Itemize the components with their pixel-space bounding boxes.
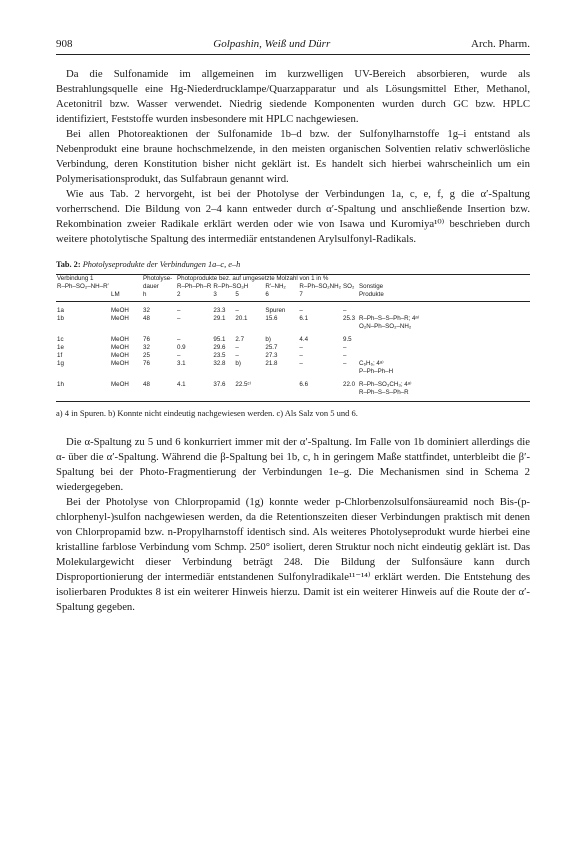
row-other: O₂N–Ph–SO₂–NH₂ bbox=[359, 323, 412, 330]
header-products: Photoprodukte bez. auf umgesetzte Molzahl von 1 in % bbox=[177, 275, 329, 282]
row-value: Spuren bbox=[265, 307, 286, 314]
row-value: 25.7 bbox=[265, 344, 278, 351]
row-value: 23.5 bbox=[213, 352, 226, 359]
table-row bbox=[56, 376, 530, 389]
page bbox=[56, 38, 530, 615]
row-value: 37.6 bbox=[213, 381, 226, 388]
row-value: 27.3 bbox=[265, 352, 278, 359]
row-value: b) bbox=[235, 360, 241, 367]
table-header-row bbox=[56, 283, 530, 291]
header-sulfonic-acid: R–Ph–SO₃H bbox=[213, 283, 249, 290]
row-value: 22.0 bbox=[343, 381, 356, 388]
header-duration: Photolyse- bbox=[143, 275, 173, 282]
row-value: – bbox=[299, 360, 303, 367]
row-value: – bbox=[177, 315, 181, 322]
row-id: 1h bbox=[57, 381, 64, 388]
row-value: b) bbox=[265, 336, 271, 343]
row-value: 29.6 bbox=[213, 344, 226, 351]
header-num-2: 2 bbox=[176, 291, 212, 302]
header-compound: Verbindung 1 bbox=[57, 275, 94, 282]
row-other bbox=[358, 302, 530, 316]
header-solvent: LM bbox=[110, 291, 142, 302]
row-hours: 48 bbox=[143, 315, 150, 322]
row-value: 6.6 bbox=[299, 381, 309, 388]
row-value: 29.1 bbox=[213, 315, 226, 322]
row-value: 25.3 bbox=[343, 315, 356, 322]
table-row bbox=[56, 368, 530, 376]
row-value: – bbox=[343, 344, 347, 351]
table-caption-text: Photolyseprodukte der Verbindungen 1a–c, e–h bbox=[82, 260, 241, 269]
row-solvent: MeOH bbox=[111, 315, 129, 322]
table-row bbox=[56, 302, 530, 316]
table-row bbox=[56, 323, 530, 331]
row-other: R–Ph–S–S–Ph–R bbox=[358, 389, 530, 402]
row-value: – bbox=[299, 352, 303, 359]
row-hours: 32 bbox=[143, 344, 150, 351]
row-value: – bbox=[235, 307, 239, 314]
row-value: 20.1 bbox=[235, 315, 248, 322]
row-other: P–Ph–Ph–H bbox=[359, 368, 394, 375]
row-solvent: MeOH bbox=[111, 307, 129, 314]
row-solvent: MeOH bbox=[111, 360, 129, 367]
row-solvent: MeOH bbox=[111, 352, 129, 359]
table-row bbox=[56, 389, 530, 402]
table-row bbox=[56, 360, 530, 368]
row-value: 9.5 bbox=[343, 336, 352, 343]
row-value: 2.7 bbox=[235, 336, 245, 343]
row-value: – bbox=[177, 352, 181, 359]
row-hours: 76 bbox=[143, 336, 150, 343]
row-value bbox=[264, 376, 298, 389]
paragraph-3: Wie aus Tab. 2 hervorgeht, ist bei der Photolyse der Verbindungen 1a, c, e, f, g die α′-Spaltung vorherrschend. Die Bildung von 2–4 kann entweder durch α′-Spaltung und anschließende Insertion bzw. Rekombination zweier Radikale erklärt werden oder wie von Isawa und Kuromiya¹⁰⁾ beschrieben durch weitere photolytische Spaltung des intermediär entstandenen Arylsulfonyl-Radikals. bbox=[56, 188, 530, 245]
row-value: 3.1 bbox=[177, 360, 186, 367]
row-value: – bbox=[343, 307, 347, 314]
row-value: 22.5ᶜ⁾ bbox=[235, 381, 252, 388]
row-value: 95.1 bbox=[213, 336, 226, 343]
row-id: 1c bbox=[57, 336, 64, 343]
row-id: 1g bbox=[57, 360, 64, 367]
paragraph-1: Da die Sulfonamide im allgemeinen im kurzwelligen UV-Bereich absorbieren, wurde als Bestrahlungsquelle eine Hg-Niederdrucklampe/Quarzapparatur und als Lösungsmittel Ether, Methanol, Acetonitril bzw. Wasser verwendet. Niedrig siedende Komponenten wurden durch GC bzw. HPLC identifiziert, Feststoffe wurden insbesondere mit HPLC nachgewiesen. bbox=[56, 68, 530, 125]
running-header bbox=[56, 38, 530, 50]
table-row bbox=[56, 352, 530, 360]
row-hours: 25 bbox=[143, 352, 150, 359]
header-num-7: 7 bbox=[298, 291, 342, 302]
table-row bbox=[56, 331, 530, 344]
table-footnote: a) 4 in Spuren. b) Konnte nicht eindeutig nachgewiesen werden. c) Als Salz von 5 und 6. bbox=[56, 408, 358, 418]
paragraph-2: Bei allen Photoreaktionen der Sulfonamide 1b–d bzw. der Sulfonylharnstoffe 1g–i entstand als Nebenprodukt eine braune hochschmelzende, in den meisten organischen Solventien relativ schwerlösliche Verbindung, deren Konstitution bisher nicht geklärt ist. Es handelt sich hierbei wahrscheinlich um ein Polymerisationsprodukt, das Sulfabraun genannt wird. bbox=[56, 128, 530, 185]
row-other bbox=[358, 344, 530, 352]
table-caption-label: Tab. 2: bbox=[56, 260, 81, 269]
row-id: 1b bbox=[57, 315, 64, 322]
row-value: 23.3 bbox=[213, 307, 226, 314]
header-num-6: 6 bbox=[264, 291, 298, 302]
row-solvent: MeOH bbox=[111, 336, 129, 343]
table-row bbox=[56, 315, 530, 323]
header-other: Sonstige bbox=[359, 283, 384, 290]
header-products-label: Produkte bbox=[358, 291, 530, 302]
header-so2: SO₂ bbox=[343, 283, 355, 290]
row-other bbox=[358, 352, 530, 360]
row-value: – bbox=[299, 344, 303, 351]
row-value: – bbox=[235, 352, 239, 359]
page-number: 908 bbox=[56, 38, 73, 50]
row-value: 32.8 bbox=[213, 360, 226, 367]
table-row bbox=[56, 344, 530, 352]
row-hours: 32 bbox=[143, 307, 150, 314]
row-value: 21.8 bbox=[265, 360, 278, 367]
journal-name: Arch. Pharm. bbox=[471, 38, 530, 50]
row-other bbox=[358, 331, 530, 344]
row-value: – bbox=[177, 336, 181, 343]
row-id: 1a bbox=[57, 307, 64, 314]
row-value: 6.1 bbox=[299, 315, 309, 322]
row-id: 1e bbox=[57, 344, 64, 351]
row-value: 0.9 bbox=[177, 344, 186, 351]
row-hours: 76 bbox=[143, 360, 150, 367]
row-value: 4.1 bbox=[177, 381, 186, 388]
row-id: 1f bbox=[57, 352, 63, 359]
photolysis-table bbox=[56, 275, 530, 402]
header-num-3: 3 bbox=[212, 291, 234, 302]
header-formula: R–Ph–SO₂–NH–R′ bbox=[57, 283, 109, 290]
header-hours: h bbox=[142, 291, 176, 302]
row-value: – bbox=[299, 307, 303, 314]
row-other: C₆H₆; 4ᵃ⁾ bbox=[359, 360, 384, 367]
header-amine: R′–NH₂ bbox=[265, 283, 286, 290]
header-biphenyl: R–Ph–Ph–R bbox=[177, 283, 212, 290]
row-solvent: MeOH bbox=[111, 381, 129, 388]
header-num-5: 5 bbox=[234, 291, 264, 302]
row-other: R–Ph–SO₃CH₃; 4ᵃ⁾ bbox=[359, 381, 412, 388]
row-value: 4.4 bbox=[299, 336, 309, 343]
row-value: – bbox=[343, 352, 347, 359]
table-header-row bbox=[56, 291, 530, 302]
paragraph-5: Bei der Photolyse von Chlorpropamid (1g) konnte weder p-Chlorbenzolsulfonsäureamid noch Bis-(p-chlorphenyl-)sulfon nachgewiesen werden, da die Retentionszeiten dieser Verbindungen praktisch mit denen von Chlorpropamid bzw. n-Propylharnstoff identisch sind. Als weiteres Photolyseprodukt wurde hierbei eine kristalline farblose Verbindung vom Schmp. 250° isoliert, deren Struktur noch nicht eindeutig geklärt ist. Das Molekulargewicht dieser Verbindung beträgt 248. Die Bildung der Sulfonsäure kann durch Disproportionierung der intermediär entstandenen Sulfonylradikale¹¹⁻¹⁴⁾ erklärt werden. Die Entstehung des isolierbaren Produktes 8 ist ein weiterer Hinweis hierzu. Damit ist ein weiterer Hinweis auf die Route der α′-Spaltung gegeben. bbox=[56, 496, 530, 613]
row-other: R–Ph–S–S–Ph–R; 4ᵃ⁾ bbox=[359, 315, 420, 322]
paragraph-4: Die α-Spaltung zu 5 und 6 konkurriert immer mit der α′-Spaltung. Im Falle von 1b dominiert allerdings die α- über die α′-Spaltung. Während die β-Spaltung bei 1b, c, h in geringem Maße stattfindet, unterbleibt die β′-Spaltung bei der Photo-Fragmentierung der Verbindungen 1e–g. Die Mechanismen sind in Schema 2 wiedergegeben. bbox=[56, 436, 530, 493]
table-header-row bbox=[56, 275, 530, 283]
table-caption bbox=[56, 259, 530, 270]
running-authors: Golpashin, Weiß und Dürr bbox=[213, 38, 331, 50]
row-hours: 48 bbox=[143, 381, 150, 388]
header-rule bbox=[56, 54, 530, 55]
header-sulfonamide: R–Ph–SO₂NH₂ bbox=[299, 283, 342, 290]
row-solvent: MeOH bbox=[111, 344, 129, 351]
row-value: – bbox=[235, 344, 239, 351]
row-value: – bbox=[177, 307, 181, 314]
header-duration-2: dauer bbox=[143, 283, 159, 290]
row-value: 15.6 bbox=[265, 315, 278, 322]
row-value: – bbox=[343, 360, 347, 367]
